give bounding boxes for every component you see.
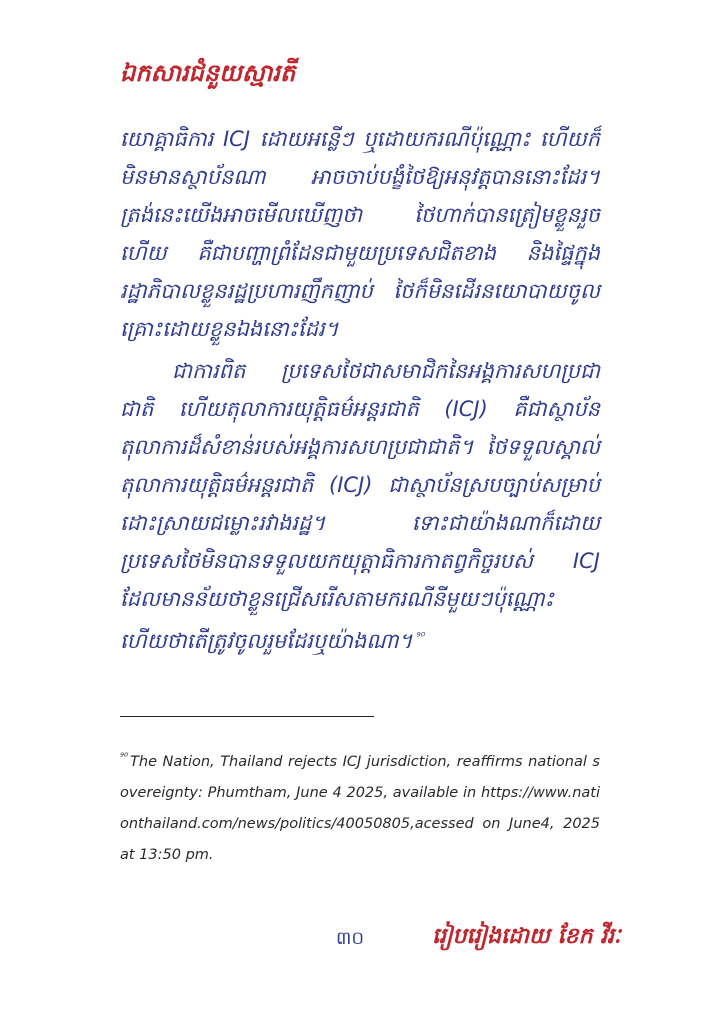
footnote-separator <box>120 716 374 717</box>
footnote-text: The Nation, Thailand rejects ICJ jurisdiction, reaffirms national sovereignty: Phumtham, June 4 2025, available in https://www.nationthailand.com/news/politics/40050805,acessed on June4, 2025 at 13:50 pm. <box>120 753 600 863</box>
footnote-reference[interactable]: ⁹⁰ <box>416 630 426 643</box>
footnote-number: ⁹⁰ <box>120 752 129 763</box>
compiler-credit: រៀបរៀងដោយ ខែក វីរៈ <box>432 924 621 949</box>
footnote <box>120 742 600 871</box>
paragraph-1 <box>120 120 600 348</box>
document-header-title: ឯកសារជំនួយស្មារតី <box>120 59 296 87</box>
body-text <box>120 120 600 660</box>
page-number: ៣០ <box>336 928 365 949</box>
paragraph-1-text: យោគ្គាធិការ ICJ ដោយអន្លើៗ ឬដោយករណីប៉ុណ្ណោះ ហើយក៏មិនមានស្ថាប័នណា អាចចាប់បង្ខំថៃឱ្យអនុវត្តបាននោះដែរ។ ត្រង់នេះយើងអាចមើលឃើញថា ថៃហាក់បានត្រៀមខ្លួនរួចហើយ គឺជាបញ្ហាព្រំដែនជាមួយប្រទេសជិតខាង និងផ្ទៃក្នុងរដ្ឋាភិបាលខ្លួនរដ្ឋប្រហារញឹកញាប់ ថៃក៏មិនដើរនយោបាយចូលគ្រោះដោយខ្លួនឯងនោះដែរ។ <box>120 127 600 341</box>
paragraph-2 <box>120 352 600 660</box>
paragraph-2-text: ជាការពិត ប្រទេសថៃជាសមាជិកនៃអង្គការសហប្រជាជាតិ ហើយតុលាការយុត្តិធម៌អន្តរជាតិ (ICJ) គឺជាស្ថាប័នតុលាការដ៏សំខាន់របស់អង្គការសហប្រជាជាតិ។ ថៃទទួលស្គាល់តុលាការយុត្តិធម៌អន្តរជាតិ (ICJ) ជាស្ថាប័នស្របច្បាប់សម្រាប់ដោះស្រាយជម្លោះរវាងរដ្ឋ។ ទោះជាយ៉ាងណាក៏ដោយ ប្រទេសថៃមិនបានទទួលយកយុត្តាធិការកាតព្វកិច្ចរបស់ ICJ ដែលមានន័យថាខ្លួនជ្រើសរើសតាមករណីនីមួយៗប៉ុណ្ណោះ ហើយថាតើត្រូវចូលរួមដែរឬយ៉ាងណា។ <box>120 359 600 653</box>
